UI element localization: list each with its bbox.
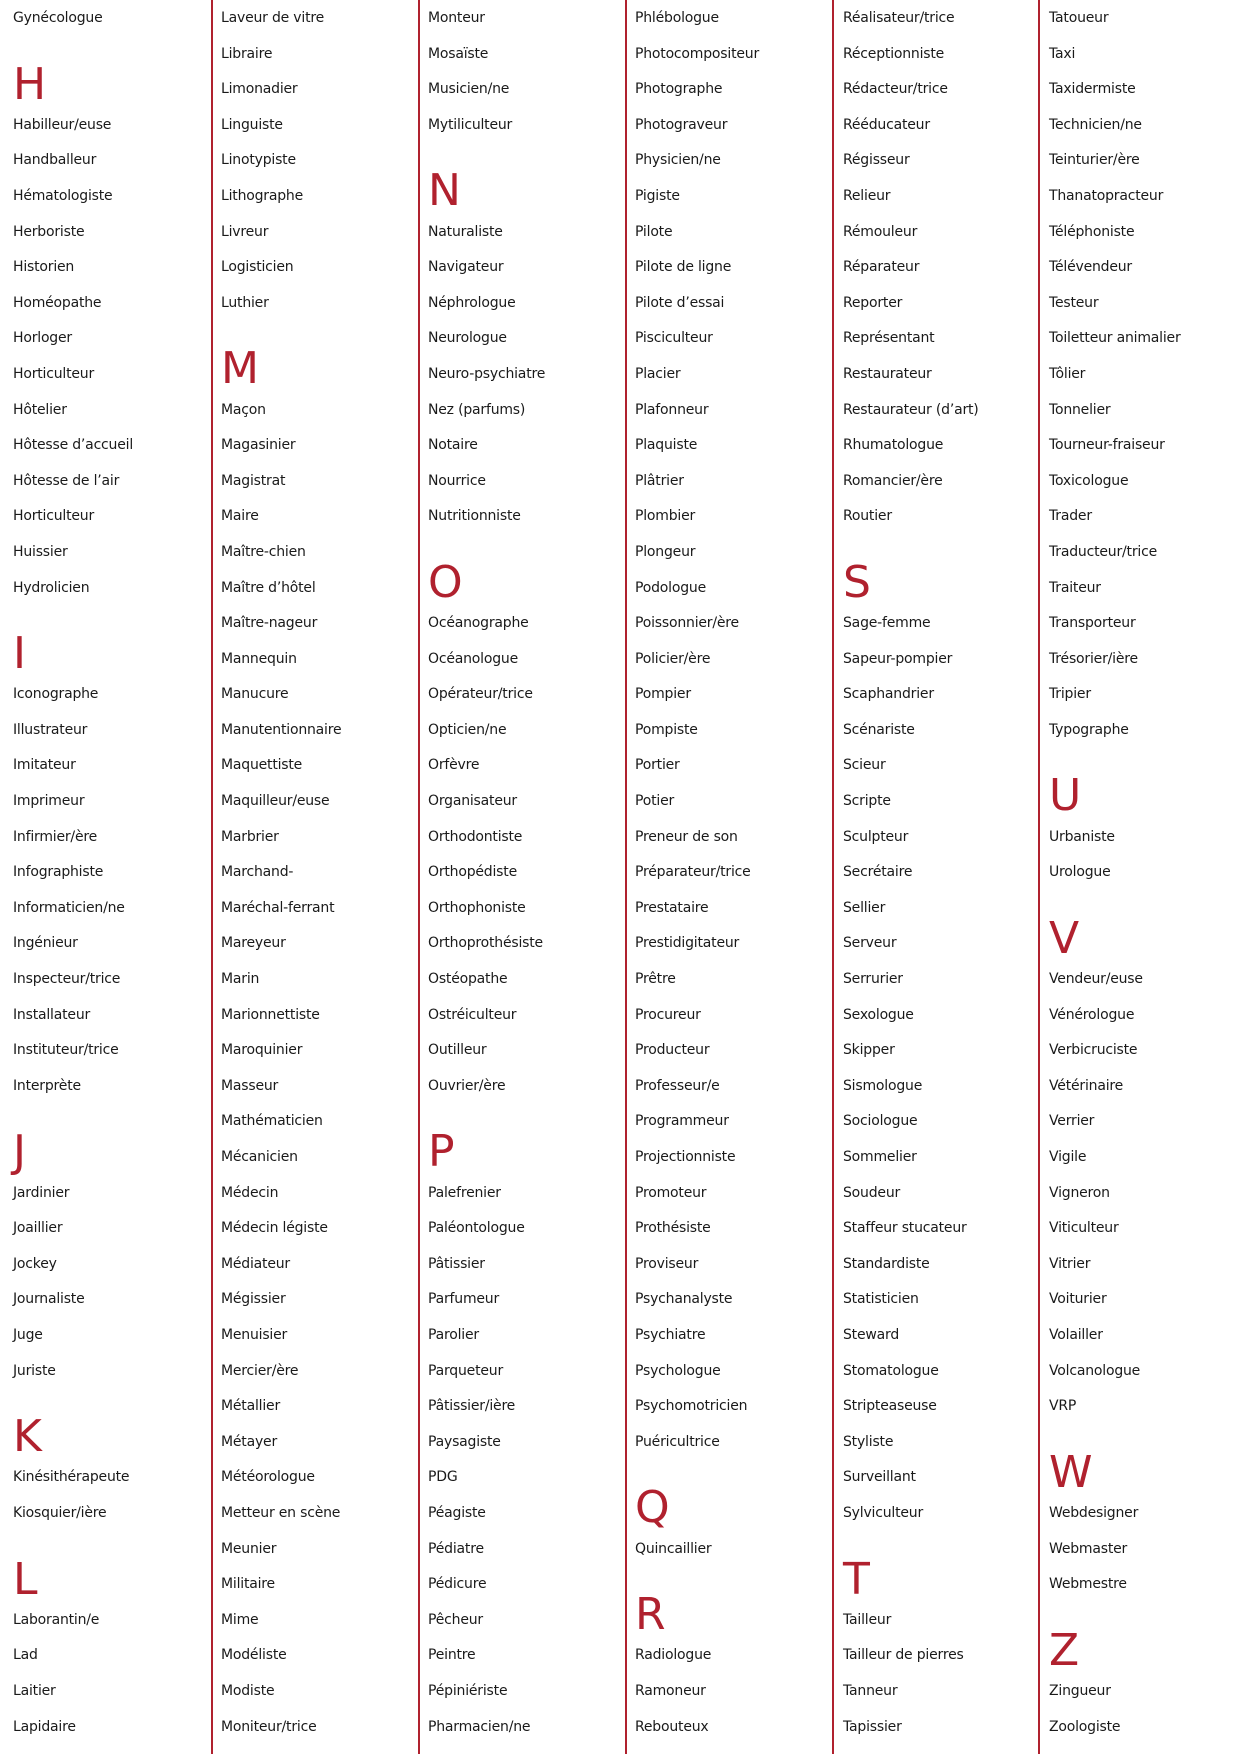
profession-entry: Scénariste: [843, 721, 915, 738]
profession-entry: Handballeur: [13, 152, 97, 169]
profession-entry: Pédicure: [428, 1576, 487, 1593]
section-letter: R: [635, 1589, 666, 1641]
profession-entry: Sociologue: [843, 1113, 918, 1130]
profession-entry: Ostéopathe: [428, 971, 508, 988]
profession-entry: Linotypiste: [221, 152, 296, 169]
profession-entry: Maroquinier: [221, 1042, 303, 1059]
profession-entry: Toiletteur animalier: [1049, 330, 1181, 347]
profession-entry: Téléphoniste: [1049, 223, 1135, 240]
profession-entry: Nourrice: [428, 472, 486, 489]
profession-entry: Webmestre: [1049, 1576, 1127, 1593]
profession-entry: Maréchal-ferrant: [221, 899, 335, 916]
profession-entry: Orthoprothésiste: [428, 935, 543, 952]
profession-entry: Taxi: [1049, 45, 1076, 62]
profession-entry: Régisseur: [843, 152, 910, 169]
profession-entry: Pâtissier: [428, 1255, 485, 1272]
profession-entry: Laveur de vitre: [221, 10, 325, 26]
profession-entry: Ingénieur: [13, 935, 78, 952]
profession-entry: Installateur: [13, 1006, 91, 1023]
profession-entry: Horticulteur: [13, 365, 95, 382]
profession-entry: Sexologue: [843, 1006, 914, 1023]
profession-entry: Rémouleur: [843, 223, 918, 240]
profession-entry: Livreur: [221, 223, 269, 240]
section-letter: M: [221, 343, 259, 395]
column-1: [0, 0, 212, 1754]
profession-entry: Vigile: [1049, 1149, 1087, 1165]
profession-entry: Linguiste: [221, 116, 283, 133]
profession-entry: Urbaniste: [1049, 828, 1115, 845]
profession-entry: Trésorier/ière: [1049, 650, 1138, 667]
profession-entry: Pépiniériste: [428, 1682, 508, 1699]
profession-entry: Maquilleur/euse: [221, 793, 330, 810]
profession-entry: Meunier: [221, 1540, 277, 1557]
profession-entry: Restaurateur: [843, 365, 932, 382]
profession-entry: Peintre: [428, 1647, 476, 1664]
profession-entry: Mytiliculteur: [428, 116, 513, 133]
profession-entry: Iconographe: [13, 686, 99, 703]
profession-entry: Neurologue: [428, 330, 507, 347]
profession-entry: Plongeur: [635, 543, 696, 560]
profession-entry: Tripier: [1049, 686, 1091, 703]
profession-entry: Sommelier: [843, 1149, 917, 1165]
profession-entry: Tailleur: [843, 1611, 892, 1628]
profession-entry: Tonnelier: [1049, 401, 1111, 418]
column-6: [1036, 0, 1241, 1754]
profession-entry: Marin: [221, 971, 260, 988]
profession-entry: Trader: [1049, 508, 1092, 525]
profession-entry: Pédiatre: [428, 1540, 484, 1557]
profession-entry: Verrier: [1049, 1113, 1095, 1130]
profession-entry: Romancier/ère: [843, 472, 943, 489]
profession-entry: Informaticien/ne: [13, 899, 125, 916]
profession-entry: Rééducateur: [843, 116, 930, 133]
profession-entry: Inspecteur/trice: [13, 971, 121, 988]
profession-entry: Mosaïste: [428, 45, 489, 62]
profession-entry: Manutentionnaire: [221, 721, 342, 738]
profession-entry: Voiturier: [1049, 1291, 1107, 1308]
profession-entry: Jockey: [13, 1255, 57, 1272]
profession-entry: Modiste: [221, 1682, 275, 1699]
profession-entry: Soudeur: [843, 1184, 901, 1201]
profession-entry: Hôtesse d’accueil: [13, 437, 134, 454]
profession-entry: Océanologue: [428, 650, 518, 667]
profession-entry: Outilleur: [428, 1042, 487, 1059]
profession-entry: Huissier: [13, 543, 68, 560]
profession-entry: Ostréiculteur: [428, 1006, 517, 1023]
profession-entry: Quincaillier: [635, 1540, 712, 1557]
profession-entry: Vitrier: [1049, 1255, 1091, 1272]
profession-entry: Ramoneur: [635, 1682, 706, 1699]
profession-entry: Réparateur: [843, 259, 920, 276]
profession-entry: Policier/ère: [635, 650, 711, 667]
profession-entry: Musicien/ne: [428, 81, 510, 98]
profession-entry: Logisticien: [221, 259, 294, 276]
profession-entry: Tôlier: [1049, 365, 1086, 382]
profession-entry: Restaurateur (d’art): [843, 401, 979, 418]
profession-entry: Vétérinaire: [1049, 1077, 1124, 1094]
profession-entry: Volcanologue: [1049, 1362, 1141, 1379]
profession-entry: Marchand-: [221, 864, 294, 881]
profession-entry: Naturaliste: [428, 223, 503, 240]
profession-entry: Volailler: [1049, 1326, 1103, 1343]
profession-entry: Métallier: [221, 1398, 280, 1415]
profession-entry: Homéopathe: [13, 294, 102, 311]
profession-entry: Psychomotricien: [635, 1398, 748, 1415]
profession-entry: Thanatopracteur: [1049, 187, 1164, 204]
profession-entry: Habilleur/euse: [13, 116, 112, 133]
profession-entry: Manucure: [221, 686, 289, 703]
section-letter: P: [428, 1126, 455, 1178]
section-letter: L: [13, 1553, 38, 1605]
profession-entry: Secrétaire: [843, 864, 913, 881]
profession-entry: Photographe: [635, 81, 723, 98]
profession-entry: Sage-femme: [843, 615, 931, 632]
profession-entry: Plombier: [635, 508, 696, 525]
profession-entry: Orfèvre: [428, 757, 480, 774]
profession-entry: Horloger: [13, 330, 72, 347]
profession-entry: Toxicologue: [1049, 472, 1129, 489]
profession-entry: Projectionniste: [635, 1149, 736, 1165]
profession-entry: Illustrateur: [13, 721, 88, 738]
profession-entry: Limonadier: [221, 81, 298, 98]
profession-entry: Webmaster: [1049, 1540, 1128, 1557]
profession-entry: Imitateur: [13, 757, 76, 774]
profession-entry: Télévendeur: [1049, 259, 1132, 276]
section-letter: Z: [1049, 1624, 1080, 1676]
profession-entry: Horticulteur: [13, 508, 95, 525]
profession-entry: Métayer: [221, 1433, 278, 1450]
profession-entry: Plâtrier: [635, 472, 684, 489]
profession-entry: Réalisateur/trice: [843, 10, 955, 26]
profession-entry: Lapidaire: [13, 1718, 76, 1735]
profession-entry: Militaire: [221, 1576, 275, 1593]
profession-entry: Serveur: [843, 935, 897, 952]
section-letter: W: [1049, 1446, 1093, 1498]
profession-entry: Statisticien: [843, 1291, 919, 1308]
profession-entry: Nutritionniste: [428, 508, 521, 525]
profession-entry: Routier: [843, 508, 892, 525]
profession-entry: Procureur: [635, 1006, 701, 1023]
profession-entry: Magasinier: [221, 437, 296, 454]
profession-entry: Péagiste: [428, 1504, 486, 1521]
profession-entry: Maire: [221, 508, 259, 525]
profession-entry: Stripteaseuse: [843, 1398, 937, 1415]
profession-entry: Mathématicien: [221, 1113, 323, 1130]
profession-entry: Opticien/ne: [428, 721, 507, 738]
profession-entry: Plafonneur: [635, 401, 709, 418]
profession-entry: Prêtre: [635, 971, 676, 988]
profession-entry: Portier: [635, 757, 680, 774]
profession-entry: Psychologue: [635, 1362, 721, 1379]
profession-entry: Gynécologue: [13, 10, 103, 26]
profession-entry: Orthopédiste: [428, 864, 517, 881]
profession-entry: Prestidigitateur: [635, 935, 740, 952]
profession-entry: Nez (parfums): [428, 401, 526, 418]
profession-entry: Plaquiste: [635, 437, 698, 454]
profession-entry: Testeur: [1049, 294, 1099, 311]
profession-entry: Préparateur/trice: [635, 864, 751, 881]
profession-entry: Kiosquier/ière: [13, 1504, 107, 1521]
profession-entry: Marbrier: [221, 828, 279, 845]
profession-entry: Vigneron: [1049, 1184, 1110, 1201]
profession-entry: Maître d’hôtel: [221, 579, 316, 596]
profession-entry: Teinturier/ère: [1049, 152, 1140, 169]
profession-entry: Mime: [221, 1611, 259, 1628]
profession-entry: Moniteur/trice: [221, 1718, 317, 1735]
profession-entry: Lad: [13, 1647, 38, 1664]
profession-entry: Placier: [635, 365, 681, 382]
profession-entry: Organisateur: [428, 793, 517, 810]
profession-entry: Scripte: [843, 793, 891, 810]
profession-entry: Imprimeur: [13, 793, 85, 810]
column-5: [830, 0, 1038, 1754]
profession-entry: Monteur: [428, 10, 485, 26]
profession-entry: Rédacteur/trice: [843, 81, 948, 98]
profession-entry: Luthier: [221, 294, 269, 311]
section-letter: Q: [635, 1482, 670, 1534]
profession-entry: Herboriste: [13, 223, 85, 240]
profession-entry: Journaliste: [13, 1291, 85, 1308]
profession-entry: Opérateur/trice: [428, 686, 533, 703]
profession-entry: Urologue: [1049, 864, 1111, 881]
profession-entry: Programmeur: [635, 1113, 729, 1130]
section-letter: K: [13, 1411, 42, 1463]
profession-entry: Pilote d’essai: [635, 294, 725, 311]
profession-entry: Mercier/ère: [221, 1362, 299, 1379]
profession-entry: Taxidermiste: [1049, 81, 1136, 98]
profession-entry: Masseur: [221, 1077, 279, 1094]
profession-entry: Pêcheur: [428, 1611, 483, 1628]
column-4: [622, 0, 832, 1754]
profession-entry: Psychanalyste: [635, 1291, 733, 1308]
profession-entry: Ouvrier/ère: [428, 1077, 506, 1094]
profession-entry: Réceptionniste: [843, 45, 945, 62]
profession-entry: Potier: [635, 793, 675, 810]
profession-entry: Pigiste: [635, 187, 680, 204]
profession-entry: Orthophoniste: [428, 899, 526, 916]
profession-entry: Viticulteur: [1049, 1220, 1119, 1237]
profession-entry: Tailleur de pierres: [843, 1647, 964, 1664]
profession-entry: Sismologue: [843, 1077, 923, 1094]
profession-entry: Hôtelier: [13, 401, 67, 418]
profession-entry: Médecin légiste: [221, 1220, 328, 1237]
profession-entry: Preneur de son: [635, 828, 738, 845]
section-letter: V: [1049, 912, 1080, 964]
profession-entry: Stomatologue: [843, 1362, 939, 1379]
profession-entry: Juriste: [13, 1362, 56, 1379]
profession-entry: Hématologiste: [13, 187, 113, 204]
profession-entry: Traducteur/trice: [1049, 543, 1157, 560]
profession-entry: Tatoueur: [1049, 10, 1109, 26]
profession-entry: Menuisier: [221, 1326, 288, 1343]
profession-entry: Neuro-psychiatre: [428, 365, 546, 382]
profession-entry: Météorologue: [221, 1469, 315, 1486]
column-2: [208, 0, 418, 1754]
profession-entry: Magistrat: [221, 472, 286, 489]
profession-entry: Verbicruciste: [1049, 1042, 1138, 1059]
profession-entry: Infirmier/ère: [13, 828, 98, 845]
profession-entry: Orthodontiste: [428, 828, 523, 845]
profession-entry: Mareyeur: [221, 935, 286, 952]
profession-entry: Reporter: [843, 294, 903, 311]
profession-entry: Joaillier: [13, 1220, 63, 1237]
profession-entry: Typographe: [1049, 721, 1129, 738]
profession-entry: Libraire: [221, 45, 273, 62]
profession-entry: Interprète: [13, 1077, 81, 1094]
profession-entry: Mécanicien: [221, 1149, 298, 1165]
profession-entry: Laitier: [13, 1682, 56, 1699]
profession-entry: Tapissier: [843, 1718, 902, 1735]
profession-entry: Rebouteux: [635, 1718, 709, 1735]
profession-entry: Photocompositeur: [635, 45, 760, 62]
profession-entry: Kinésithérapeute: [13, 1469, 130, 1486]
profession-entry: Phlébologue: [635, 10, 719, 26]
profession-entry: Producteur: [635, 1042, 710, 1059]
profession-entry: Palefrenier: [428, 1184, 501, 1201]
profession-entry: Jardinier: [13, 1184, 70, 1201]
profession-entry: Tanneur: [843, 1682, 898, 1699]
profession-entry: Sellier: [843, 899, 886, 916]
profession-entry: Physicien/ne: [635, 152, 721, 169]
profession-entry: Vénérologue: [1049, 1006, 1135, 1023]
profession-entry: Sculpteur: [843, 828, 909, 845]
profession-entry: Rhumatologue: [843, 437, 944, 454]
profession-entry: Radiologue: [635, 1647, 712, 1664]
profession-entry: Mannequin: [221, 650, 297, 667]
profession-entry: Hydrolicien: [13, 579, 90, 596]
profession-entry: Navigateur: [428, 259, 504, 276]
profession-entry: Serrurier: [843, 971, 903, 988]
section-letter: H: [13, 58, 47, 110]
profession-entry: Parolier: [428, 1326, 479, 1343]
profession-entry: Pharmacien/ne: [428, 1718, 531, 1735]
profession-entry: Représentant: [843, 330, 935, 347]
profession-entry: Juge: [13, 1326, 43, 1343]
profession-entry: Staffeur stucateur: [843, 1220, 967, 1237]
profession-entry: Promoteur: [635, 1184, 707, 1201]
profession-entry: Prestataire: [635, 899, 709, 916]
profession-entry: Maquettiste: [221, 757, 303, 774]
profession-entry: Océanographe: [428, 615, 529, 632]
profession-entry: Mégissier: [221, 1291, 286, 1308]
profession-entry: Pilote: [635, 223, 673, 240]
section-letter: S: [843, 556, 871, 608]
profession-entry: Traiteur: [1049, 579, 1101, 596]
profession-entry: Historien: [13, 259, 75, 276]
profession-entry: Parqueteur: [428, 1362, 504, 1379]
section-letter: U: [1049, 770, 1082, 822]
profession-entry: Médiateur: [221, 1255, 290, 1272]
profession-entry: Photograveur: [635, 116, 728, 133]
profession-entry: Lithographe: [221, 187, 304, 204]
section-letter: T: [843, 1553, 870, 1605]
profession-entry: Instituteur/trice: [13, 1042, 119, 1059]
profession-entry: Parfumeur: [428, 1291, 500, 1308]
profession-entry: Modéliste: [221, 1647, 287, 1664]
profession-entry: Psychiatre: [635, 1326, 706, 1343]
section-letter: J: [13, 1126, 26, 1178]
profession-entry: Pilote de ligne: [635, 259, 732, 276]
section-letter: O: [428, 556, 463, 608]
profession-entry: Tourneur-fraiseur: [1049, 437, 1165, 454]
profession-entry: Steward: [843, 1326, 900, 1343]
profession-entry: VRP: [1049, 1398, 1077, 1415]
profession-entry: Pâtissier/ière: [428, 1398, 516, 1415]
profession-entry: Skipper: [843, 1042, 895, 1059]
profession-entry: Poissonnier/ère: [635, 615, 739, 632]
profession-entry: Médecin: [221, 1184, 279, 1201]
profession-entry: Maître-nageur: [221, 615, 318, 632]
profession-entry: Sapeur-pompier: [843, 650, 953, 667]
profession-entry: Styliste: [843, 1433, 894, 1450]
profession-entry: Webdesigner: [1049, 1504, 1139, 1521]
section-letter: N: [428, 165, 461, 217]
profession-entry: Néphrologue: [428, 294, 516, 311]
profession-entry: Scieur: [843, 757, 886, 774]
profession-entry: Relieur: [843, 187, 891, 204]
profession-entry: Zoologiste: [1049, 1718, 1121, 1735]
profession-entry: Scaphandrier: [843, 686, 934, 703]
profession-entry: Paléontologue: [428, 1220, 525, 1237]
profession-entry: Metteur en scène: [221, 1504, 341, 1521]
profession-entry: Paysagiste: [428, 1433, 501, 1450]
profession-entry: Puéricultrice: [635, 1433, 720, 1450]
profession-entry: PDG: [428, 1469, 458, 1486]
profession-entry: Notaire: [428, 437, 478, 454]
profession-entry: Prothésiste: [635, 1220, 711, 1237]
section-letter: I: [13, 628, 26, 680]
profession-entry: Pisciculteur: [635, 330, 713, 347]
profession-entry: Maçon: [221, 401, 266, 418]
profession-entry: Surveillant: [843, 1469, 916, 1486]
profession-entry: Podologue: [635, 579, 706, 596]
profession-entry: Pompier: [635, 686, 691, 703]
profession-entry: Technicien/ne: [1049, 116, 1142, 133]
profession-entry: Standardiste: [843, 1255, 930, 1272]
profession-entry: Proviseur: [635, 1255, 699, 1272]
profession-entry: Vendeur/euse: [1049, 971, 1143, 988]
profession-entry: Laborantin/e: [13, 1611, 100, 1628]
column-3: [415, 0, 625, 1754]
profession-entry: Marionnettiste: [221, 1006, 320, 1023]
profession-entry: Pompiste: [635, 721, 698, 738]
profession-entry: Maître-chien: [221, 543, 306, 560]
profession-entry: Sylviculteur: [843, 1504, 924, 1521]
profession-entry: Infographiste: [13, 864, 104, 881]
profession-entry: Transporteur: [1049, 615, 1136, 632]
profession-entry: Hôtesse de l’air: [13, 472, 120, 489]
profession-entry: Zingueur: [1049, 1682, 1111, 1699]
profession-entry: Professeur/e: [635, 1077, 720, 1094]
